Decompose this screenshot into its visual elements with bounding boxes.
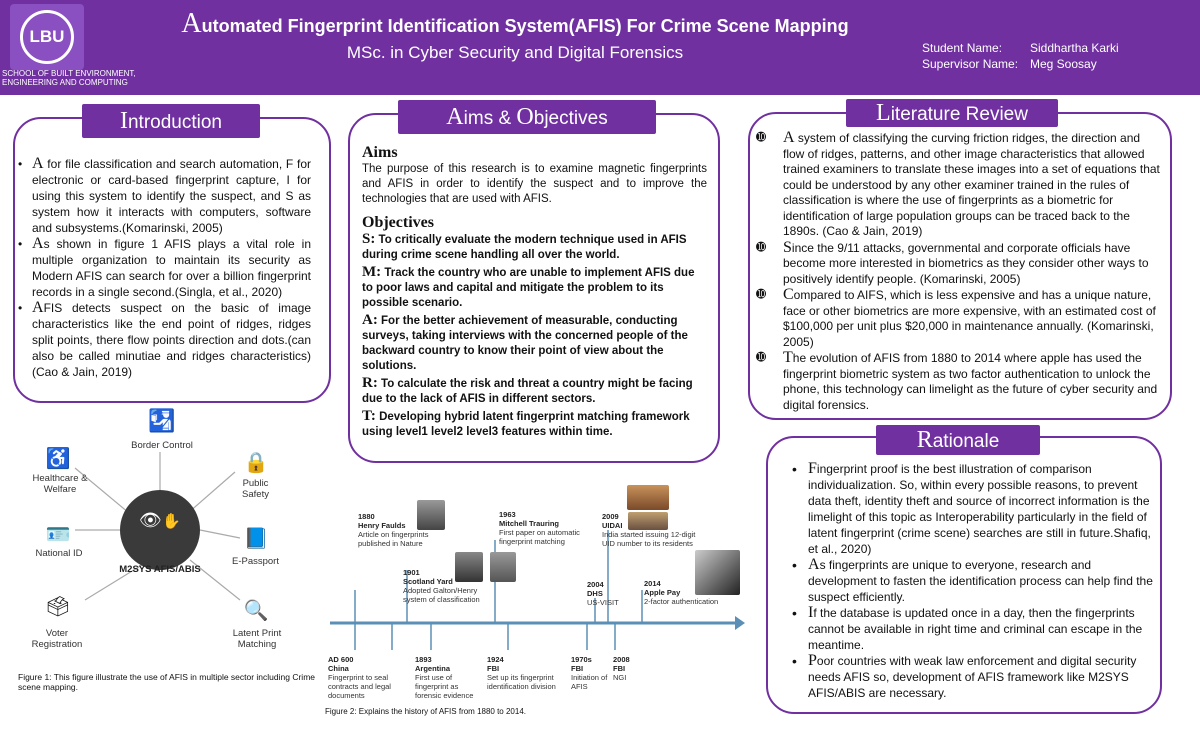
event-year: 1880 — [358, 512, 375, 521]
event-desc: Adopted Galton/Henry system of classification — [403, 586, 480, 604]
timeline-event — [571, 655, 611, 691]
item-text: ince the 9/11 attacks, governmental and corporate officials have become more interested in biometrics as they consider other ways to positively identify people. (Komarinski, 2005) — [783, 240, 1149, 286]
timeline-event — [415, 655, 483, 700]
event-desc: US-VISIT — [587, 598, 619, 607]
item-text: s fingerprints are unique to everyone, research and development to fasten the identification process can help find the suspect efficiently. — [808, 558, 1153, 604]
student-label: Student Name: — [922, 41, 1003, 55]
event-year: 1893 — [415, 655, 432, 664]
aims-heading: Aims — [362, 144, 398, 161]
timeline-event — [328, 655, 400, 700]
list-item — [788, 461, 1160, 557]
event-year: 1963 — [499, 510, 516, 519]
event-year: 2014 — [644, 579, 661, 588]
list-item — [788, 653, 1160, 701]
item-initial: F — [808, 460, 817, 477]
event-name: FBI — [571, 664, 584, 673]
figure1-caption: Figure 1: This figure illustrate the use of AFIS in multiple sector including Crime scene mapping. — [18, 672, 316, 692]
fingerprint-icon: ✋ — [162, 513, 181, 530]
title-text: utomated Fingerprint Identification System(AFIS) For Crime Scene Mapping — [201, 16, 849, 36]
aims-title — [398, 100, 656, 134]
objectives-heading: Objectives — [362, 214, 434, 231]
event-desc: Fingerprint to seal contracts and legal documents — [328, 673, 391, 700]
objective-text: Developing hybrid latent fingerprint matching framework using level1 level2 level3 features within time. — [362, 411, 690, 438]
event-name: Argentina — [415, 664, 451, 673]
introduction-title — [82, 104, 260, 138]
event-year: 1924 — [487, 655, 504, 664]
list-item — [756, 130, 1162, 240]
ballot-box-icon: 🗳 — [45, 595, 71, 618]
rationale-title-initial: R — [916, 427, 933, 453]
item-text: ompared to AIFS, which is less expensive and has a unique nature, face or other biometrics are more expensive, with an estimated cost of $100,000 per unit plus $20,000 in maintenance annually. (Komarinski, 2005) — [783, 288, 1156, 349]
timeline-event — [487, 655, 567, 691]
event-name: FBI — [487, 664, 500, 673]
list-item — [756, 350, 1162, 413]
objective-letter: T: — [362, 408, 376, 424]
event-name: UIDAI — [602, 521, 623, 530]
passport-icon: 📘 — [243, 527, 269, 550]
item-initial: I — [808, 604, 814, 621]
rationale-title-text: ationale — [932, 431, 1000, 452]
event-name: Mitchell Trauring — [499, 519, 560, 528]
item-text: s shown in figure 1 AFIS plays a vital role in multiple organization to maintain its security as Modern AFIS can search for over a billion fingerprint records in a single second.(Singla, et al., 2020) — [32, 237, 311, 299]
objective-item — [362, 376, 707, 407]
event-desc: India started issuing 12-digit UID number to its residents — [602, 530, 696, 548]
objective-letter: M: — [362, 264, 382, 280]
objective-item — [362, 265, 707, 311]
timeline-event — [602, 512, 702, 548]
timeline-event — [358, 512, 448, 548]
item-initial: P — [808, 652, 817, 669]
m2sys-hub — [120, 490, 200, 570]
eye-icon: 👁 — [139, 510, 162, 530]
timeline-figure — [325, 490, 745, 705]
item-initial: A — [32, 235, 44, 252]
header-banner — [0, 0, 1200, 95]
event-name: Scotland Yard — [403, 577, 453, 586]
supervisor-label: Supervisor Name: — [922, 57, 1019, 71]
list-item — [16, 236, 311, 300]
list-item — [16, 156, 311, 236]
rationale-title — [876, 425, 1040, 455]
event-name: Henry Faulds — [358, 521, 406, 530]
objective-item — [362, 409, 707, 440]
node-public-safety: Public Safety — [242, 478, 269, 500]
literature-title — [846, 99, 1058, 127]
item-text: f the database is updated once in a day, then the fingerprints cannot be available in right time and criminal can escape in the meantime. — [808, 606, 1143, 652]
event-desc: Initiation of AFIS — [571, 673, 608, 691]
item-initial: T — [783, 349, 793, 366]
timeline-event — [403, 568, 493, 604]
item-initial: A — [783, 129, 795, 146]
objective-item — [362, 313, 707, 374]
event-year: 2009 — [602, 512, 619, 521]
list-item — [756, 287, 1162, 350]
event-name: FBI — [613, 664, 626, 673]
objective-text: To calculate the risk and threat a country might be facing due to the lack of AFIS in different sectors. — [362, 378, 693, 405]
timeline-event — [499, 510, 594, 546]
item-initial: S — [783, 238, 792, 256]
logo-ring-icon — [20, 10, 74, 64]
title-initial: A — [181, 8, 202, 39]
poster-title — [140, 8, 890, 40]
objective-letter: R: — [362, 375, 378, 391]
event-desc: First use of fingerprint as forensic evidence — [415, 673, 474, 700]
objective-letter: S: — [362, 231, 376, 247]
node-latent-print: Latent Print Matching — [232, 628, 282, 650]
introduction-list — [16, 156, 311, 380]
student-info — [922, 40, 1119, 72]
introduction-title-initial: I — [119, 108, 128, 134]
id-card-icon: 🪪 — [45, 523, 71, 546]
lock-icon: 🔒 — [243, 451, 269, 474]
portrait-photo — [490, 552, 516, 582]
event-year: AD 600 — [328, 655, 354, 664]
node-voter-registration: Voter Registration — [31, 628, 83, 650]
search-people-icon: 🔍 — [243, 599, 269, 622]
item-initial: A — [808, 556, 820, 573]
border-control-icon: 🛂 — [148, 408, 176, 433]
list-item — [788, 557, 1160, 605]
item-text: for file classification and search automation, F for electronic or card-based fingerprint capture, I for using this system to identify the suspect, and S as system how it interacts with computers, software and subsystems.(Komarinski, 2005) — [32, 157, 311, 235]
event-desc: Set up its fingerprint identification division — [487, 673, 556, 691]
node-border-control: Border Control — [131, 440, 193, 451]
introduction-title-text: ntroduction — [127, 112, 222, 133]
timeline-event — [587, 580, 627, 607]
item-text: he evolution of AFIS from 1880 to 2014 where apple has used the fingerprint biometric system as two factor authentication to unlock the phone, this technology can limelight as the future of cyber security and digital forensics. — [783, 351, 1158, 412]
aims-title-initial-a: A — [446, 104, 464, 130]
uidai-photo — [627, 485, 669, 510]
item-text: FIS detects suspect on the basic of image characteristics like the end point of ridges, ridges split points, there flow points direction and dots.(can also be called minutiae and ridges characteristics)(Cao & Jain, 2019) — [32, 301, 311, 379]
literature-title-text: iterature Review — [890, 104, 1028, 125]
supervisor-value: Meg Soosay — [1030, 57, 1097, 71]
objective-text: For the better achievement of measurable, conducting surveys, taking interviews with the concerned people of the backward country to know their point of view about the solutions. — [362, 315, 688, 372]
event-year: 1901 — [403, 568, 420, 577]
aims-content — [362, 145, 707, 442]
school-name: SCHOOL OF BUILT ENVIRONMENT, ENGINEERING AND COMPUTING — [2, 69, 136, 87]
event-year: 2008 — [613, 655, 630, 664]
item-initial: A — [32, 155, 44, 172]
event-year: 1970s — [571, 655, 592, 664]
logo-text: LBU — [29, 27, 65, 46]
aims-title-text-1: ims & — [463, 108, 517, 129]
aims-title-initial-o: O — [516, 104, 534, 130]
student-value: Siddhartha Karki — [1030, 41, 1119, 55]
list-item — [16, 300, 311, 380]
event-name: DHS — [587, 589, 603, 598]
item-text: oor countries with weak law enforcement and digital security needs AFIS so, development of AFIS framework like M2SYS AFIS/ABIS are necessary. — [808, 654, 1137, 700]
item-text: system of classifying the curving friction ridges, the direction and flow of ridges, patterns, and other image characteristics that allowed trained examiners to translate these images into a set of equations that could be understood by any other examiner trained in the rules of classification is where the use of fingerprints as a biometric for identification of large population groups can be traced back to the 1890s. (Cao & Jain, 2019) — [783, 131, 1160, 238]
aims-title-text-2: bjectives — [533, 108, 608, 129]
event-name: China — [328, 664, 349, 673]
rationale-list — [788, 461, 1160, 701]
node-national-id: National ID — [35, 548, 83, 559]
literature-title-initial: L — [876, 100, 891, 126]
objective-text: To critically evaluate the modern technique used in AFIS during crime scene handling all over the world. — [362, 234, 687, 261]
item-initial: A — [32, 299, 44, 316]
objective-letter: A: — [362, 312, 378, 328]
list-item — [788, 605, 1160, 653]
event-desc: First paper on automatic fingerprint matching — [499, 528, 580, 546]
wheelchair-icon: ♿ — [45, 447, 71, 470]
event-desc: Article on fingerprints published in Nature — [358, 530, 429, 548]
node-healthcare: Healthcare & Welfare — [32, 473, 88, 495]
list-item — [756, 240, 1162, 288]
event-year: 2004 — [587, 580, 604, 589]
node-e-passport: E-Passport — [232, 556, 279, 567]
figure2-caption: Figure 2: Explains the history of AFIS from 1880 to 2014. — [325, 707, 526, 716]
hub-label: M2SYS AFIS/ABIS — [119, 564, 201, 575]
event-desc: NGI — [613, 673, 627, 682]
item-initial: C — [783, 286, 794, 303]
literature-list — [756, 130, 1162, 413]
timeline-event — [644, 579, 734, 606]
objective-text: Track the country who are unable to implement AFIS due to poor laws and capital and mitigate the problem to its possible scenario. — [362, 267, 695, 309]
event-name: Apple Pay — [644, 588, 681, 597]
item-text: ingerprint proof is the best illustration of comparison individualization. So, within every possible reasons, to prevent data theft, identity theft and source of incorrect information is the limelight of this topic as Interoperability particularly in the field of latent fingerprint (crime scene) searches are still in future.Shafiq, et al., 2020) — [808, 462, 1151, 556]
poster-subtitle: MSc. in Cyber Security and Digital Forensics — [346, 43, 684, 62]
university-logo — [10, 4, 84, 70]
objective-item — [362, 232, 707, 263]
event-desc: 2-factor authentication — [644, 597, 719, 606]
timeline-event — [613, 655, 653, 682]
aims-text: The purpose of this research is to examine magnetic fingerprints and AFIS in order to identify the suspect and to improve the technologies that are used with AFIS. — [362, 163, 707, 205]
